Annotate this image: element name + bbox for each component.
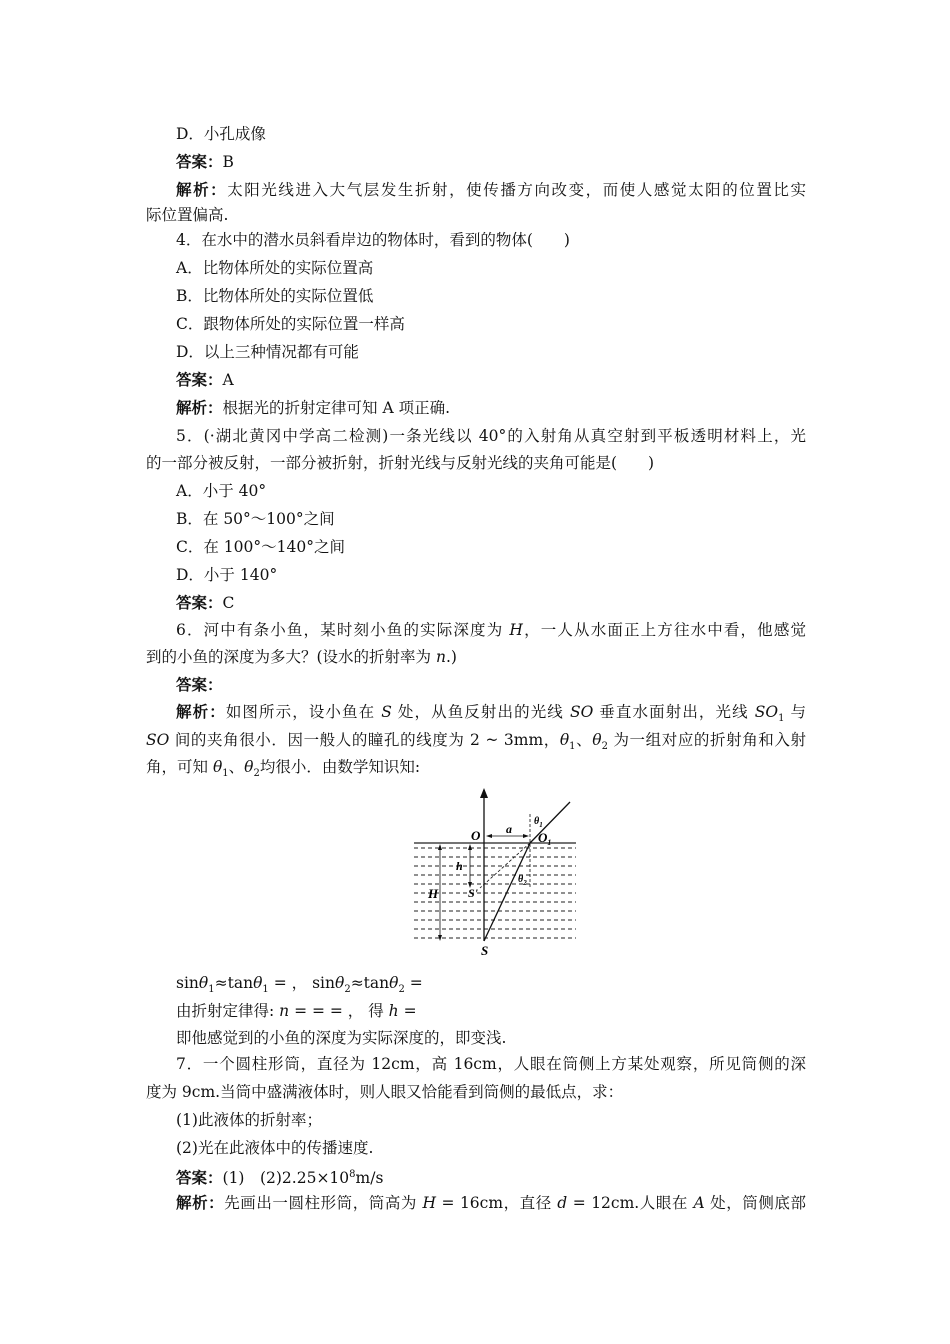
label-theta2: $\theta_2$ bbox=[518, 874, 527, 887]
q6-stem-line1: 6．河中有条小鱼，某时刻小鱼的实际深度为 H，一人从水面正上方往水中看，他感觉 bbox=[176, 621, 806, 639]
q5-stem-line1: 5．(·湖北黄冈中学高二检测)一条光线以 40°的入射角从真空射到平板透明材料上，光 bbox=[176, 427, 806, 445]
answer-value: A bbox=[222, 371, 234, 389]
depth-H-arrowhead-top bbox=[438, 844, 442, 850]
q6-analysis-line1: 解析：如图所示，设小鱼在 S 处，从鱼反射出的光线 SO 垂直水面射出，光线 $SO_1$ 与 bbox=[176, 702, 806, 725]
q5-option-d: D．小于 140° bbox=[176, 566, 278, 584]
q3-option-d: D．小孔成像 bbox=[176, 125, 266, 143]
water-hatching bbox=[414, 848, 576, 938]
q4-answer bbox=[176, 370, 836, 390]
q6-analysis-line3: 角，可知 $\theta_1$、$\theta_2$均很小．由数学知识知: bbox=[146, 758, 421, 780]
q6-formula2: 由折射定律得: n = = = ， 得 h = bbox=[176, 1002, 417, 1020]
q7-analysis-line1: 解析：先画出一圆柱形筒，筒高为 H = 16cm，直径 d = 12cm.人眼在 A 处，筒侧底部 bbox=[176, 1193, 806, 1212]
q7-stem-line1: 7．一个圆柱形筒，直径为 12cm，高 16cm，人眼在筒侧上方某处观察，所见筒侧的深 bbox=[176, 1055, 806, 1073]
label-O1: $O_1$ bbox=[538, 830, 552, 847]
q5-option-a: A．小于 40° bbox=[176, 482, 267, 500]
q7-sub2: (2)光在此液体中的传播速度. bbox=[176, 1139, 374, 1157]
q4-stem: 4．在水中的潜水员斜看岸边的物体时，看到的物体( ) bbox=[176, 231, 570, 249]
label-S: S bbox=[481, 943, 489, 958]
q6-answer bbox=[176, 675, 836, 695]
analysis-label: 解析： bbox=[176, 180, 228, 199]
q4-option-a: A．比物体所处的实际位置高 bbox=[176, 259, 374, 277]
depth-h-arrowhead-top bbox=[468, 844, 472, 850]
q7-sub1: (1)此液体的折射率； bbox=[176, 1111, 322, 1129]
answer-label: 答案： bbox=[176, 593, 223, 612]
answer-label: 答案： bbox=[176, 152, 223, 171]
answer-label: 答案： bbox=[176, 1168, 223, 1188]
q5-stem-line2: 的一部分被反射，一部分被折射，折射光线与反射光线的夹角可能是( ) bbox=[146, 454, 655, 472]
answer-label: 答案： bbox=[176, 675, 223, 694]
q7-stem-line2: 度为 9cm.当筒中盛满液体时，则人眼又恰能看到筒侧的最低点，求： bbox=[146, 1083, 624, 1101]
q4-option-b: B．比物体所处的实际位置低 bbox=[176, 287, 374, 305]
answer-value: B bbox=[222, 153, 234, 171]
q5-answer bbox=[176, 593, 836, 613]
analysis-text: 太阳光线进入大气层发生折射，使传播方向改变，而使人感觉太阳的位置比实 bbox=[227, 181, 806, 199]
refraction-diagram bbox=[410, 786, 580, 958]
q3-analysis-line1 bbox=[176, 180, 806, 200]
q4-analysis bbox=[176, 398, 836, 418]
answer-value: C bbox=[222, 594, 235, 612]
analysis-label: 解析： bbox=[176, 398, 223, 417]
label-S-prime: S' bbox=[468, 886, 479, 900]
q4-option-d: D．以上三种情况都有可能 bbox=[176, 343, 359, 361]
refracted-ray bbox=[484, 843, 530, 941]
label-theta1: $\theta_1$ bbox=[534, 816, 543, 829]
q4-option-c: C．跟物体所处的实际位置一样高 bbox=[176, 315, 405, 333]
analysis-text: 根据光的折射定律可知 A 项正确. bbox=[222, 399, 450, 417]
q5-option-b: B．在 50°～100°之间 bbox=[176, 510, 335, 528]
label-h: h bbox=[456, 859, 463, 873]
q7-answer: 答案：(1) $(2)2.25\times 10^8m/s$ bbox=[176, 1168, 384, 1188]
distance-a-arrowhead-right bbox=[523, 834, 529, 838]
label-O: O bbox=[471, 828, 481, 843]
q3-analysis-line2: 际位置偏高. bbox=[146, 206, 229, 224]
q5-option-c: C．在 100°～140°之间 bbox=[176, 538, 345, 556]
ray-arrowhead bbox=[480, 788, 488, 798]
q6-stem-line2: 到的小鱼的深度为多大？(设水的折射率为 n.) bbox=[146, 648, 457, 666]
q6-conclusion: 即他感觉到的小鱼的深度为实际深度的，即变浅. bbox=[176, 1029, 507, 1047]
q6-analysis-line2: SO 间的夹角很小．因一般人的瞳孔的线度为 2 ~ 3mm，$\theta_1$、$\theta_2$ 为一组对应的折射角和入射 bbox=[146, 731, 806, 753]
label-a: a bbox=[506, 822, 512, 836]
distance-a-arrowhead-left bbox=[486, 834, 492, 838]
q6-formula1: sinθ$_1$≈tanθ$_1$ = ， sinθ$_2$≈tanθ$_2$ = bbox=[176, 974, 423, 996]
label-H: H bbox=[428, 886, 439, 901]
answer-label: 答案： bbox=[176, 370, 223, 389]
q3-answer bbox=[176, 152, 836, 172]
